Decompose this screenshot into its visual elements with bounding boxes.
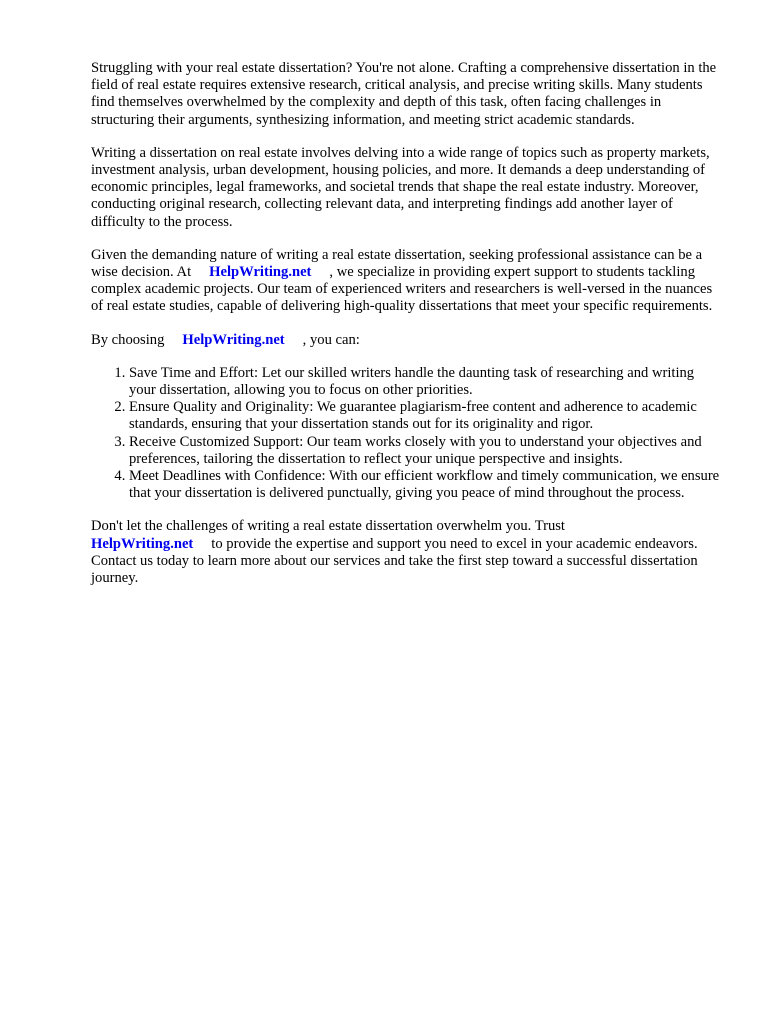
benefits-list	[91, 365, 721, 503]
paragraph-assistance-text-end: , we specialize in providing expert support to students tackling complex academic projects. Our team of experienced writers and researchers is well-versed in the nuances of real estate studies, capable of delivering high-quality dissertations that meet your specific requirements.	[91, 264, 713, 315]
list-item: 3. Receive Customized Support: Our team works closely with you to understand your objectives and preferences, tailoring the dissertation to reflect your unique perspective and insights.	[129, 434, 721, 468]
paragraph-intro-text: Struggling with your real estate dissertation? You're not alone. Crafting a comprehensive dissertation in the field of real estate requires extensive research, critical analysis, and precise writing skills. Many students find themselves overwhelmed by the complexity and depth of this task, often facing challenges in structuring their arguments, synthesizing information, and meeting strict academic standards.	[91, 60, 717, 128]
paragraph-choosing-text-start: By choosing	[91, 331, 165, 348]
paragraph-choosing-text-end: , you can:	[302, 331, 360, 348]
paragraph-assistance	[91, 247, 721, 316]
paragraph-topics-text: Writing a dissertation on real estate involves delving into a wide range of topics such as property markets, investment analysis, urban development, housing policies, and more. It demands a deep understanding of economic principles, legal frameworks, and societal trends that shape the real estate industry. Moreover, conducting original research, collecting relevant data, and interpreting findings add another layer of difficulty to the process.	[91, 144, 710, 230]
paragraph-choosing	[91, 332, 721, 349]
helpwriting-link[interactable]: HelpWriting.net	[182, 331, 285, 348]
list-item: 4. Meet Deadlines with Confidence: With our efficient workflow and timely communication, we ensure that your dissertation is delivered punctually, giving you peace of mind throughout the process.	[129, 468, 721, 502]
helpwriting-link[interactable]: HelpWriting.net	[91, 535, 194, 552]
paragraph-closing-text-start: Don't let the challenges of writing a real estate dissertation overwhelm you. Trust	[91, 518, 565, 535]
paragraph-intro	[91, 60, 721, 129]
paragraph-assistance-text-start: Given the demanding nature of writing a real estate dissertation, seeking professional assistance can be a wise decision. At	[91, 246, 703, 281]
list-item: 1. Save Time and Effort: Let our skilled writers handle the daunting task of researching and writing your dissertation, allowing you to focus on other priorities.	[129, 365, 721, 399]
helpwriting-link[interactable]: HelpWriting.net	[209, 264, 312, 281]
paragraph-topics	[91, 145, 721, 231]
document-page	[91, 60, 721, 603]
list-item: 2. Ensure Quality and Originality: We guarantee plagiarism-free content and adherence to academic standards, ensuring that your dissertation stands out for its originality and rigor.	[129, 399, 721, 433]
paragraph-closing-text-end: to provide the expertise and support you need to excel in your academic endeavors. Contact us today to learn more about our services and take the first step toward a successful dissertation journey.	[91, 535, 698, 587]
paragraph-closing	[91, 518, 721, 587]
